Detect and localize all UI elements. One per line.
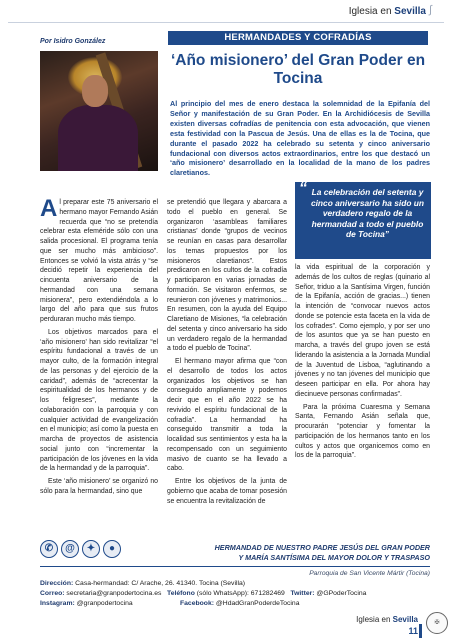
brotherhood-name — [138, 543, 430, 563]
phone-label: Teléfono — [167, 590, 195, 597]
brotherhood-name-line-2: Y MARÍA SANTÍSIMA DEL MAYOR DOLOR Y TRASPASO — [238, 552, 430, 562]
phone-value[interactable]: (sólo WhatsApp): 671282469 — [194, 590, 285, 597]
brand-mark-icon: ∫ — [428, 4, 432, 16]
photo-face — [82, 75, 108, 107]
footer-brand-city: Sevilla — [392, 615, 418, 624]
facebook-label: Facebook: — [180, 600, 214, 607]
article-title: ‘Año misionero’ del Gran Poder en Tocina — [170, 52, 426, 87]
footer-accent-bar — [419, 624, 422, 638]
contact-facebook — [180, 600, 300, 607]
email-link[interactable]: secretaria@granpodertocina.es — [64, 590, 162, 597]
paragraph: Los objetivos marcados para el ‘año misionero’ han sido revitalizar “el espíritu fundacional a través de un mayor culto, de la formación integral de las personas y del ejercicio de la caridad”, además de “acrecentar la espiritualidad de los hermanos y de los feligreses”, mediante la colaboración con la parroquia y con cualquier actividad de evangelización en el municipio; así como la puesta en marcha de proyectos de asistencia social junto con “incrementar la participación de los jóvenes en la vida de la hermandad y de la parroquia”. — [40, 328, 158, 473]
instagram-handle[interactable]: @granpodertocina — [74, 600, 133, 607]
paragraph: Para la próxima Cuaresma y Semana Santa, Fernando Asián señala que, procurarán “potenciar y fomentar la participación de los hermanos tanto en los cultos y actos que organicemos como en los de la parroquia”. — [295, 403, 430, 460]
header-brand — [348, 4, 432, 17]
address-value: Casa-hermandad: C/ Arache, 26. 41340. Tocina (Sevilla) — [73, 580, 246, 587]
drop-cap: A — [40, 195, 58, 222]
address-label: Dirección: — [40, 580, 74, 587]
twitter-handle[interactable]: @GPoderTocina — [314, 590, 367, 597]
paragraph: El hermano mayor afirma que “con el desarrollo de todos los actos organizados los objetivos se han conseguido ampliamente y podemos decir que en el año 2022 se ha revivido el espíritu fundacional de la cofradía”. La hermandad ha conseguido transmitir a toda la localidad sus sentimientos y esta ha la recompensado con un seguimiento masivo de cuanto se ha llevado a cabo. — [167, 358, 287, 473]
at-sign-icon: @ — [61, 540, 79, 558]
contact-divider — [40, 566, 430, 567]
facebook-handle[interactable]: @HdadGranPoderdeTocina — [214, 600, 300, 607]
twitter-icon: ✦ — [82, 540, 100, 558]
paragraph: Este ‘año misionero’ se organizó no sólo para la hermandad, sino que — [40, 478, 158, 495]
contact-address — [40, 580, 245, 587]
footer-brand — [356, 615, 418, 624]
photo-robe — [58, 105, 138, 171]
header-brand-prefix: Iglesia en — [348, 6, 392, 17]
article-column-3 — [295, 263, 430, 464]
paragraph: se pretendió que llegara y abarcara a todo el pueblo en general. Se organizaron ‘asambleas familiares cristianas’ donde “grupos de vecinos se reunían en casas para desarrollar los temas propuestos por los misioneros claretianos”. Estos predicaron en los cultos de la cofradía y participaron en varias jornadas de formación. Se visitaron enfermos, se reunieron con jóvenes y matrimonios... En resumen, con la ayuda del Equipo Claretiano de Misiones, “la celebración del setenta y cinco aniversario ha sido un verdadero regalo de la hermandad a todo el pueblo de Tocina”. — [167, 199, 287, 353]
twitter-label: Twitter: — [290, 590, 315, 597]
paragraph: Al preparar este 75 aniversario el hermano mayor Fernando Asián recuerda que “no se pretendía celebrar esta efeméride sólo con una salida procesional. El programa tenía que ser mucho más ambicioso”. Entonces se volvió la vista atrás y “se decidió repetir la experiencia del cincuenta aniversario de la hermandad con una semana misionera”, pero extendiéndola a lo largo del año para que sus frutos perduraran mucho más tiempo. — [40, 195, 158, 323]
paragraph: Entre los objetivos de la junta de gobierno que acaba de tomar posesión se encuentra la revitalización de — [167, 478, 287, 505]
section-banner: HERMANDADES Y COFRADÍAS — [168, 31, 428, 45]
instagram-label: Instagram: — [40, 600, 75, 607]
author-byline: Por Isidro González — [40, 38, 106, 45]
article-column-1 — [40, 195, 158, 500]
header-brand-city: Sevilla — [394, 6, 426, 17]
contact-line-2 — [40, 590, 366, 597]
article-photo — [40, 51, 158, 171]
pull-quote — [295, 182, 431, 259]
phone-icon: ✆ — [40, 540, 58, 558]
brotherhood-name-line-1: HERMANDAD DE NUESTRO PADRE JESÚS DEL GRAN PODER — [214, 543, 430, 552]
article-lead: Al principio del mes de enero destaca la solemnidad de la Epifanía del Señor y manifestación de su Gran Poder. En la Archidiócesis de Sevilla existen diversas cofradías de penitencia con esta advocación, que vienen esta festividad con la Pascua de Jesús. Una de ellas es la de Tocina, que durante el pasado 2022 ha celebrado su setenta y cinco aniversario fundacional con diversos actos extraordinarios, entre los que destacó un ‘año misionero’ desarrollado en la localidad de la mano de los padres claretianos. — [170, 99, 430, 178]
pull-quote-text: La celebración del setenta y cinco aniversario ha sido un verdadero regalo de la hermandad a todo el pueblo de Tocina” — [310, 187, 425, 239]
header-divider — [8, 22, 444, 23]
article-column-2 — [167, 198, 287, 509]
contact-icons — [40, 540, 121, 558]
parish-name: Parroquia de San Vicente Mártir (Tocina) — [309, 570, 430, 577]
email-label: Correo: — [40, 590, 65, 597]
page-number: 11 — [408, 626, 418, 636]
paragraph: la vida espiritual de la corporación y además de los cultos de reglas (quinario al Señor, triduo a la Santísima Virgen, función de la Epifanía, acción de gracias...) tienen la intención de “convocar nuevos actos donde se potencie esta faceta en la vida de los cofrades”. Como ejemplo, y por ser uno de los asuntos que ya se han puesto en marcha, a través del grupo joven se está liderando la asistencia a la Jornada Mundial de la Juventud de Lisboa, “aglutinando a jóvenes y no tan jóvenes del municipio que deseen participar en ella. Por ahora hay diecinueve personas confirmadas”. — [295, 264, 430, 398]
quote-mark-icon: “ — [299, 180, 307, 197]
social-icon: ● — [103, 540, 121, 558]
stamp-icon: ✠ — [426, 612, 448, 634]
contact-instagram — [40, 600, 133, 607]
footer-brand-prefix: Iglesia en — [356, 615, 391, 624]
